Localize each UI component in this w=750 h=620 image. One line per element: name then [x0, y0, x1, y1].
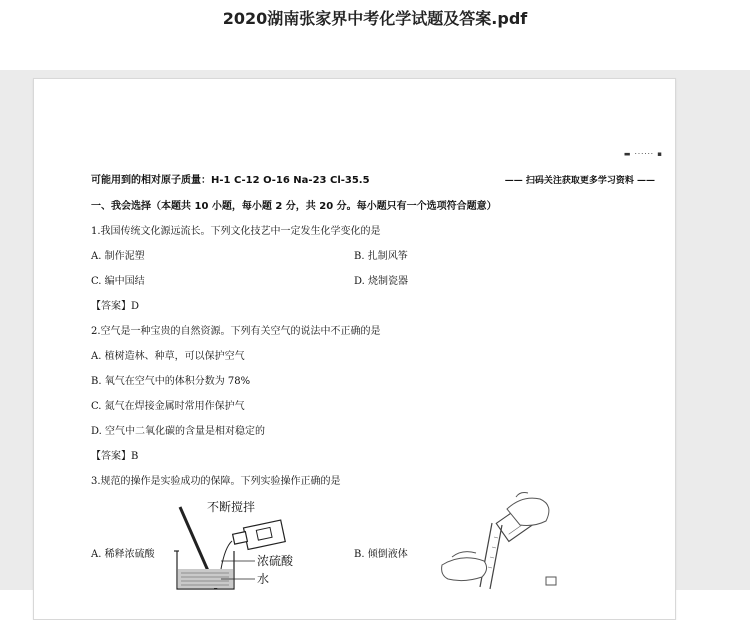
question-1-stem: 1.我国传统文化源远流长。下列文化技艺中一定发生化学变化的是	[91, 226, 381, 237]
qr-promo-text: —— 扫码关注获取更多学习资料 ——	[504, 176, 655, 186]
question-1-option-a: A. 制作泥塑	[91, 251, 145, 262]
question-2-option-a: A. 植树造林、种草，可以保护空气	[91, 351, 245, 362]
title-bar	[0, 0, 750, 70]
pdf-page	[33, 78, 676, 620]
question-1-option-d: D. 烧制瓷器	[354, 276, 409, 287]
acid-stream	[221, 541, 232, 569]
question-1-option-c: C. 编中国结	[91, 276, 145, 287]
question-2-option-b: B. 氧气在空气中的体积分数为 78%	[91, 376, 251, 387]
dilute-acid-figure	[159, 499, 309, 591]
page-content	[34, 79, 675, 591]
question-1-option-b: B. 扎制风筝	[354, 251, 408, 262]
question-2-stem: 2.空气是一种宝贵的自然资源。下列有关空气的说法中不正确的是	[91, 326, 381, 337]
pdf-viewer[interactable]	[0, 70, 750, 590]
acid-bottle	[232, 520, 285, 552]
question-3-stem: 3.规范的操作是实验成功的保障。下列实验操作正确的是	[91, 476, 341, 487]
left-hand	[442, 558, 487, 581]
question-2-option-d: D. 空气中二氧化碳的含量是相对稳定的	[91, 426, 266, 437]
question-2-answer: 【答案】B	[91, 451, 139, 462]
question-1-answer: 【答案】D	[91, 301, 140, 312]
question-2-option-c: C. 氮气在焊接金属时常用作保护气	[91, 401, 245, 412]
question-3-option-a: A. 稀释浓硫酸	[91, 549, 155, 560]
figure-label-acid: 浓硫酸	[257, 554, 294, 568]
section-heading: 一、我会选择（本题共 10 小题，每小题 2 分，共 20 分。每小题只有一个选项符合题意）	[91, 201, 497, 212]
question-3-option-b: B. 倾倒液体	[354, 549, 408, 560]
page-corner-mark: ▬ ······ ▪	[623, 150, 663, 158]
bottle-stopper	[546, 577, 556, 585]
figure-label-water: 水	[257, 572, 270, 586]
document-title: 2020湖南张家界中考化学试题及答案.pdf	[222, 9, 528, 28]
pour-liquid-figure	[412, 487, 562, 591]
figure-label-stir: 不断搅拌	[207, 500, 256, 514]
atomic-mass-header: 可能用到的相对原子质量：H-1 C-12 O-16 Na-23 Cl-35.5	[91, 175, 370, 186]
